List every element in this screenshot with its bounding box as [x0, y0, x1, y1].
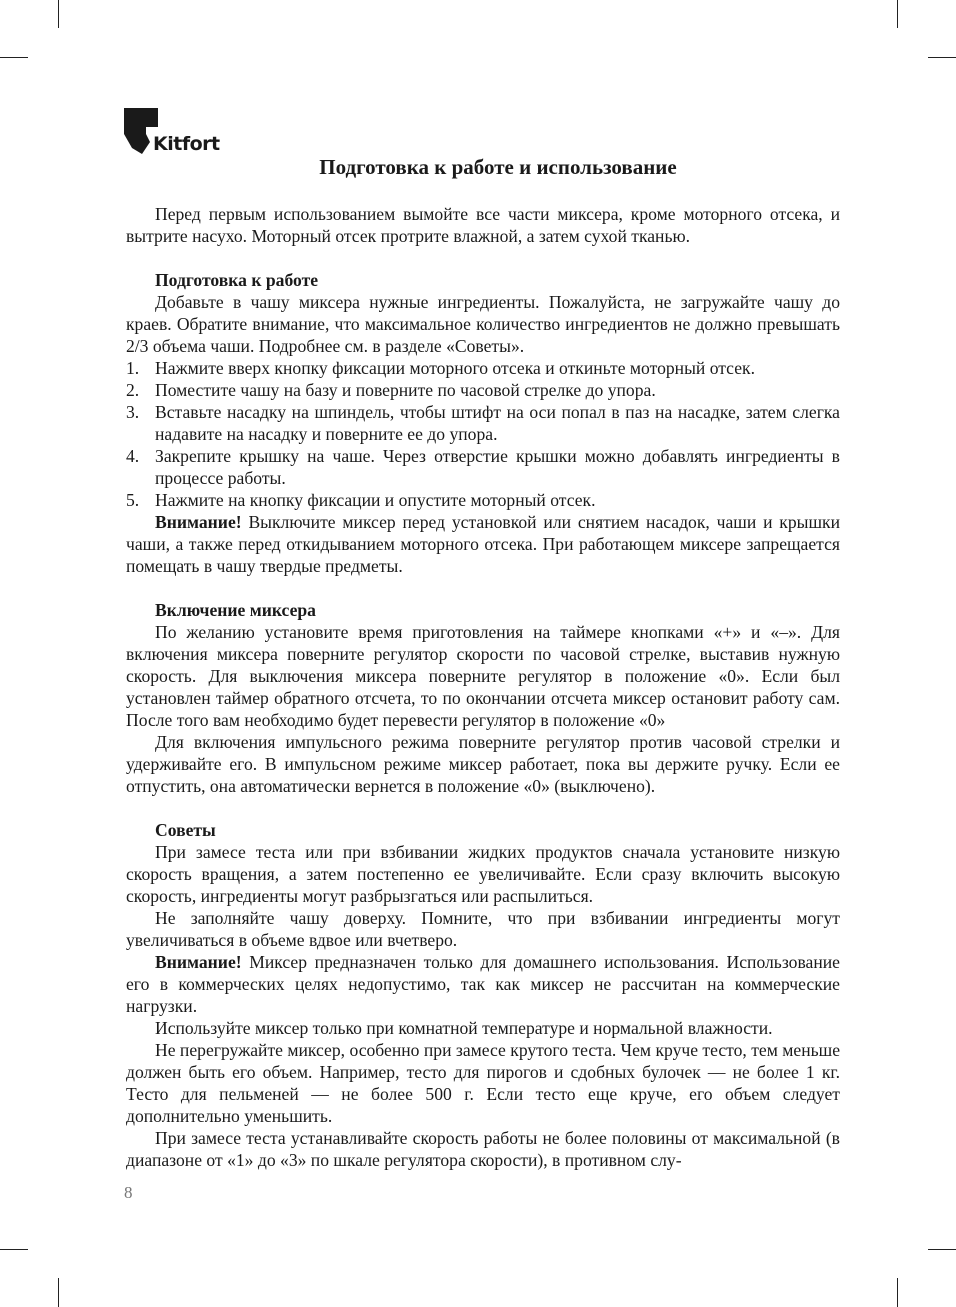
crop-mark — [0, 1249, 28, 1250]
paragraph: По желанию установите время приготовления на таймере кнопками «+» и «–». Для включения миксера поверните регулятор скорости по часовой стрелке, выставив нужную скорость. Для выключения миксера поверните регулятор в положение «0». Если был установлен таймер обратного отсчета, то по окончании отсчета миксер остановит работу сам. После того вам необходимо будет перевести регулятор в положение «0» — [126, 622, 840, 730]
step-text: Нажмите вверх кнопку фиксации моторного отсека и откиньте моторный отсек. — [155, 358, 755, 378]
crop-mark — [928, 57, 956, 58]
step-text: Нажмите на кнопку фиксации и опустите моторный отсек. — [155, 490, 596, 510]
paragraph: При замесе теста устанавливайте скорость работы не более половины от максимальной (в диапазоне от «1» до «3» по шкале регулятора скорости), в противном слу- — [126, 1128, 840, 1170]
list-item — [126, 357, 840, 379]
step-number: 2. — [126, 380, 140, 400]
page-title: Подготовка к работе и использование — [319, 155, 677, 179]
step-text: Поместите чашу на базу и поверните по часовой стрелке до упора. — [155, 380, 656, 400]
intro-paragraph: Перед первым использованием вымойте все части миксера, кроме моторного отсека, и вытрите насухо. Моторный отсек протрите влажной, а затем сухой тканью. — [126, 204, 840, 246]
section-heading-tips: Советы — [155, 820, 216, 840]
warning-label: Внимание! — [155, 512, 242, 532]
step-number: 4. — [126, 446, 140, 466]
crop-mark — [928, 1249, 956, 1250]
warning-text: Миксер предназначен только для домашнего использования. Использование его в коммерческих целях недопустимо, так как миксер не рассчитан на коммерческие нагрузки. — [126, 952, 840, 1016]
step-number: 1. — [126, 358, 140, 378]
step-text: Вставьте насадку на шпиндель, чтобы штифт на оси попал в паз на насадке, затем слегка надавите на насадку и поверните ее до упора. — [155, 402, 840, 444]
warning-paragraph — [126, 511, 840, 577]
crop-mark — [897, 1278, 898, 1307]
step-text: Закрепите крышку на чаше. Через отверстие крышки можно добавлять ингредиенты в процессе работы. — [155, 446, 840, 488]
list-item — [126, 445, 840, 489]
list-item — [126, 489, 840, 511]
section-heading-power: Включение миксера — [155, 600, 316, 620]
document-body — [126, 203, 840, 1171]
list-item — [126, 401, 840, 445]
section-heading-prep: Подготовка к работе — [155, 270, 319, 290]
step-number: 3. — [126, 402, 140, 422]
crop-mark — [58, 1278, 59, 1307]
warning-label: Внимание! — [155, 952, 242, 972]
crop-mark — [0, 57, 28, 58]
step-number: 5. — [126, 490, 140, 510]
warning-text: Выключите миксер перед установкой или снятием насадок, чаши и крышки чаши, а также перед откидыванием моторного отсека. При работающем миксере запрещается помещать в чашу твердые предметы. — [126, 512, 840, 576]
paragraph: При замесе теста или при взбивании жидких продуктов сначала установите низкую скорость вращения, а затем постепенно ее увеличивайте. Если сразу включить высокую скорость, ингредиенты могут разбрызгаться или распылиться. — [126, 842, 840, 906]
warning-paragraph — [126, 951, 840, 1017]
steps-list — [126, 357, 840, 511]
page-number: 8 — [124, 1183, 133, 1202]
paragraph: Используйте миксер только при комнатной температуре и нормальной влажности. — [155, 1018, 773, 1038]
paragraph: Не перегружайте миксер, особенно при замесе крутого теста. Чем круче тесто, тем меньше должен быть его объем. Например, тесто для пирогов и сдобных булочек — не более 1 кг. Тесто для пельменей — не более 500 г. Если тесто еще круче, его объем следует дополнительно уменьшить. — [126, 1040, 840, 1126]
crop-mark — [58, 0, 59, 28]
crop-mark — [897, 0, 898, 28]
paragraph: Для включения импульсного режима поверните регулятор против часовой стрелки и удерживайте его. В импульсном режиме миксер работает, пока вы держите ручку. Если ее отпустить, она автоматически вернется в положение «0» (выключено). — [126, 732, 840, 796]
paragraph: Не заполняйте чашу доверху. Помните, что при взбивании ингредиенты могут увеличиваться в объеме вдвое или вчетверо. — [126, 908, 840, 950]
brand-name: Kitfort — [153, 133, 220, 155]
list-item — [126, 379, 840, 401]
paragraph: Добавьте в чашу миксера нужные ингредиенты. Пожалуйста, не загружайте чашу до краев. Обратите внимание, что максимальное количество ингредиентов не должно превышать 2/3 объема чаши. Подробнее см. в разделе «Советы». — [126, 292, 840, 356]
